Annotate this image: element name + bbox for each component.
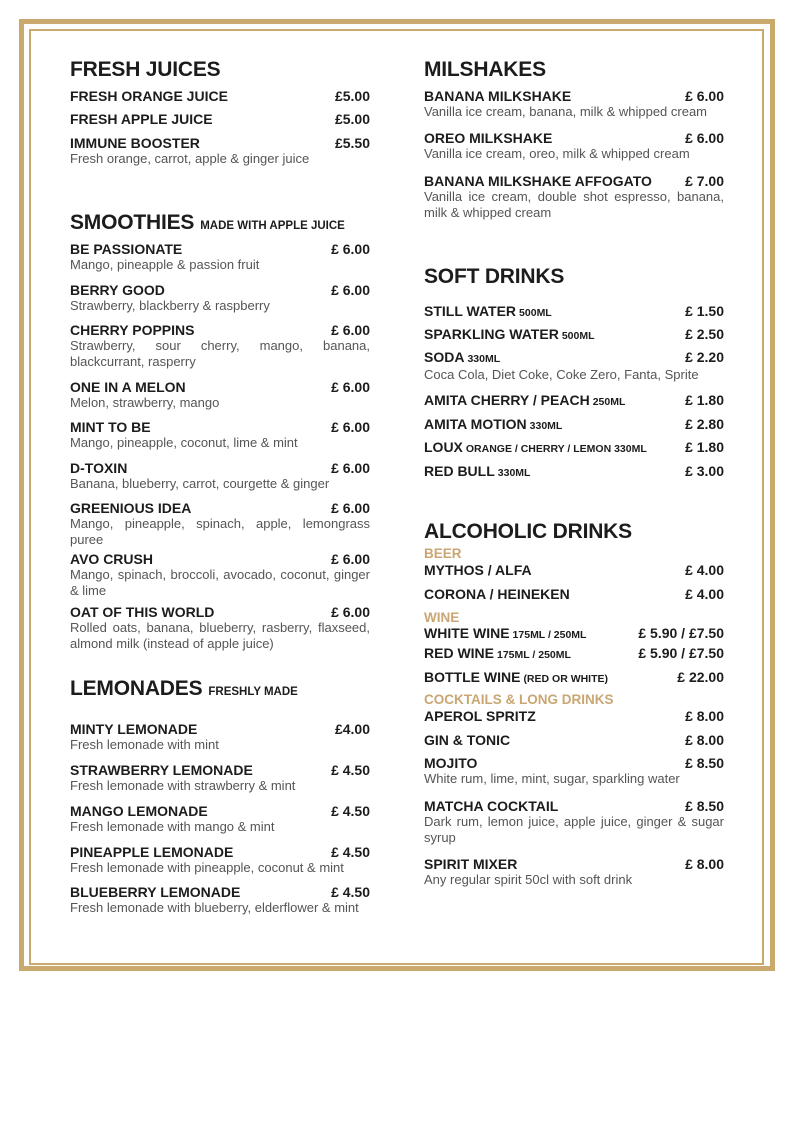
item-price: £5.00 (334, 88, 370, 104)
item-price: £ 5.90 / £7.50 (638, 625, 724, 641)
section-subtitle: MADE WITH APPLE JUICE (200, 220, 345, 232)
item-row (70, 419, 370, 435)
item-name: OREO MILKSHAKE (424, 130, 553, 146)
item-price: £ 6.00 (331, 551, 370, 567)
item-name-wrap (424, 586, 570, 602)
item-name-wrap (70, 604, 214, 620)
item-row (424, 416, 724, 434)
item-description: White rum, lime, mint, sugar, sparkling water (424, 771, 680, 786)
item-price: £ 1.80 (685, 439, 724, 455)
item-name-wrap (424, 416, 562, 434)
menu-item (424, 732, 724, 748)
item-name: WHITE WINE (424, 625, 510, 641)
item-description: Banana, blueberry, carrot, courgette & ginger (70, 476, 330, 491)
item-name-wrap (424, 439, 647, 457)
item-row (70, 379, 370, 395)
item-price: £ 2.80 (685, 416, 724, 432)
item-name-wrap (424, 326, 595, 344)
item-row (424, 326, 724, 344)
item-price: £ 7.00 (685, 173, 724, 189)
item-row (424, 463, 724, 481)
section-title: SOFT DRINKS (424, 265, 565, 288)
item-name: STRAWBERRY LEMONADE (70, 762, 253, 778)
item-name: AMITA CHERRY / PEACH (424, 392, 590, 408)
item-name: IMMUNE BOOSTER (70, 135, 200, 151)
menu-item (70, 500, 370, 548)
item-price: £ 3.00 (685, 463, 724, 479)
menu-item (70, 379, 370, 411)
menu-item (424, 392, 724, 410)
section-title: MILSHAKES (424, 58, 546, 81)
item-name-wrap (424, 562, 532, 578)
item-size: (RED OR WHITE) (523, 673, 609, 685)
group-label: BEER (424, 546, 462, 561)
section-heading (424, 520, 632, 544)
item-name-wrap (424, 732, 510, 748)
item-price: £ 4.00 (685, 562, 724, 578)
menu-item (424, 463, 724, 481)
menu-item (424, 88, 724, 120)
item-row (424, 130, 724, 146)
menu-item (424, 625, 724, 643)
item-description: Mango, pineapple, coconut, lime & mint (70, 435, 298, 450)
item-name: ONE IN A MELON (70, 379, 186, 395)
menu-item (70, 241, 370, 273)
section-title: LEMONADES (70, 677, 203, 700)
item-name: STILL WATER (424, 303, 517, 319)
item-name: SPIRIT MIXER (424, 856, 518, 872)
menu-item (70, 721, 370, 753)
item-row (424, 732, 724, 748)
menu-item (70, 762, 370, 794)
menu-item (424, 326, 724, 344)
item-row (424, 303, 724, 321)
item-name: BLUEBERRY LEMONADE (70, 884, 241, 900)
item-name: PINEAPPLE LEMONADE (70, 844, 234, 860)
item-row (70, 803, 370, 819)
item-description: Fresh lemonade with pineapple, coconut & mint (70, 860, 344, 875)
item-name-wrap (70, 419, 151, 435)
item-name-wrap (70, 721, 197, 737)
group-label: COCKTAILS & LONG DRINKS (424, 692, 614, 707)
item-price: £ 6.00 (331, 282, 370, 298)
item-row (70, 762, 370, 778)
item-description: Rolled oats, banana, blueberry, rasberry, flaxseed, almond milk (instead of apple juice) (70, 620, 370, 651)
menu-item (70, 322, 370, 370)
item-name: FRESH APPLE JUICE (70, 111, 213, 127)
item-price: £ 8.00 (685, 856, 724, 872)
item-description: Coca Cola, Diet Coke, Coke Zero, Fanta, Sprite (424, 367, 699, 382)
menu-item (70, 88, 370, 104)
menu-item (70, 460, 370, 492)
item-name: RED WINE (424, 645, 494, 661)
item-name: BE PASSIONATE (70, 241, 183, 257)
item-description: Mango, pineapple, spinach, apple, lemongrass puree (70, 516, 370, 547)
menu-item (424, 303, 724, 321)
item-row (70, 721, 370, 737)
item-description: Vanilla ice cream, double shot espresso, banana, milk & whipped cream (424, 189, 724, 220)
item-name: AVO CRUSH (70, 551, 153, 567)
item-description: Vanilla ice cream, banana, milk & whipped cream (424, 104, 708, 119)
item-price: £ 6.00 (331, 604, 370, 620)
menu-item (424, 349, 724, 383)
item-row (70, 135, 370, 151)
item-row (424, 798, 724, 814)
item-name-wrap (424, 856, 517, 872)
item-price: £ 6.00 (331, 322, 370, 338)
item-name: MATCHA COCKTAIL (424, 798, 559, 814)
item-name: GIN & TONIC (424, 732, 511, 748)
item-description: Fresh lemonade with blueberry, elderflower & mint (70, 900, 359, 915)
section-heading (424, 265, 564, 289)
item-name-wrap (70, 241, 182, 257)
item-row (424, 856, 724, 872)
item-name-wrap (424, 755, 477, 771)
item-row (70, 88, 370, 104)
item-name-wrap (70, 135, 200, 151)
item-price: £ 4.50 (331, 762, 370, 778)
item-row (424, 645, 724, 663)
item-row (70, 282, 370, 298)
item-price: £ 6.00 (331, 500, 370, 516)
item-description: Vanilla ice cream, oreo, milk & whipped cream (424, 146, 690, 161)
item-row (70, 884, 370, 900)
item-row (70, 241, 370, 257)
item-price: £ 8.50 (685, 798, 724, 814)
item-description: Fresh lemonade with mint (70, 737, 219, 752)
item-description: Melon, strawberry, mango (70, 395, 220, 410)
menu-item (70, 803, 370, 835)
item-row (70, 322, 370, 338)
item-name-wrap (70, 88, 228, 104)
item-row (424, 708, 724, 724)
section-heading (70, 58, 220, 82)
section-title: SMOOTHIES (70, 211, 195, 234)
item-name: CHERRY POPPINS (70, 322, 195, 338)
item-size: 500ML (519, 307, 552, 319)
item-name: APEROL SPRITZ (424, 708, 536, 724)
item-row (70, 604, 370, 620)
menu-item (424, 562, 724, 578)
item-name: AMITA MOTION (424, 416, 527, 432)
item-size: 330ML (467, 353, 501, 365)
item-name: MINT TO BE (70, 419, 151, 435)
section-heading (424, 58, 546, 82)
section-heading (70, 211, 345, 238)
item-name-wrap (70, 762, 253, 778)
item-name-wrap (424, 392, 625, 410)
item-price: £ 22.00 (677, 669, 724, 685)
item-price: £ 6.00 (685, 88, 724, 104)
item-name: MANGO LEMONADE (70, 803, 208, 819)
menu-item (424, 439, 724, 457)
item-row (424, 349, 724, 367)
item-price: £ 8.50 (685, 755, 724, 771)
item-description: Fresh orange, carrot, apple & ginger juice (70, 151, 310, 166)
item-size: 330ML (497, 467, 531, 479)
item-row (424, 439, 724, 457)
item-row (424, 586, 724, 602)
item-name-wrap (424, 173, 652, 189)
item-description: Any regular spirit 50cl with soft drink (424, 872, 633, 887)
item-price: £ 6.00 (685, 130, 724, 146)
item-name: BANANA MILKSHAKE AFFOGATO (424, 173, 652, 189)
item-name-wrap (70, 460, 127, 476)
item-row (424, 669, 724, 687)
item-price: £ 6.00 (331, 419, 370, 435)
item-row (424, 173, 724, 189)
menu-item (70, 282, 370, 314)
item-name: SPARKLING WATER (424, 326, 559, 342)
group-label: WINE (424, 610, 460, 625)
item-name: OAT OF THIS WORLD (70, 604, 215, 620)
menu-item (424, 416, 724, 434)
item-name: BANANA MILKSHAKE (424, 88, 572, 104)
menu-item (424, 856, 724, 888)
item-name-wrap (70, 803, 208, 819)
item-size: 500ML (561, 330, 595, 342)
item-row (424, 392, 724, 410)
item-price: £5.00 (334, 111, 370, 127)
menu-item (424, 708, 724, 724)
item-name-wrap (424, 798, 558, 814)
item-price: £ 6.00 (331, 379, 370, 395)
item-name-wrap (424, 625, 586, 643)
item-name-wrap (424, 669, 608, 687)
item-size: 175ML / 250ML (512, 629, 587, 641)
item-price: £4.00 (334, 721, 370, 737)
item-description: Mango, pineapple & passion fruit (70, 257, 260, 272)
item-name-wrap (70, 884, 240, 900)
item-row (424, 88, 724, 104)
item-size: ORANGE / CHERRY / LEMON 330ML (465, 443, 647, 455)
item-price: £ 6.00 (331, 460, 370, 476)
item-price: £ 5.90 / £7.50 (638, 645, 724, 661)
menu-item (424, 755, 724, 787)
item-name: MOJITO (424, 755, 478, 771)
item-name-wrap (424, 130, 552, 146)
menu-item (424, 798, 724, 846)
item-name-wrap (424, 708, 536, 724)
menu-item (70, 844, 370, 876)
item-price: £ 4.00 (685, 586, 724, 602)
item-name-wrap (70, 551, 153, 567)
item-name: BERRY GOOD (70, 282, 165, 298)
item-description: Mango, spinach, broccoli, avocado, coconut, ginger & lime (70, 567, 370, 598)
item-name-wrap (70, 379, 186, 395)
item-price: £ 1.50 (685, 303, 724, 319)
item-price: £ 4.50 (331, 884, 370, 900)
item-price: £ 4.50 (331, 844, 370, 860)
item-size: 175ML / 250ML (497, 649, 571, 661)
menu-item (424, 173, 724, 221)
item-price: £ 8.00 (685, 732, 724, 748)
menu-item (424, 586, 724, 602)
item-row (70, 500, 370, 516)
section-subtitle: FRESHLY MADE (208, 686, 298, 698)
item-name-wrap (424, 88, 571, 104)
item-row (70, 844, 370, 860)
item-name: D-TOXIN (70, 460, 128, 476)
item-description: Strawberry, sour cherry, mango, banana, blackcurrant, rasperry (70, 338, 370, 369)
item-row (424, 755, 724, 771)
item-name-wrap (424, 349, 500, 367)
menu-item (70, 884, 370, 916)
menu-item (70, 135, 370, 167)
item-description: Strawberry, blackberry & raspberry (70, 298, 270, 313)
item-size: 250ML (592, 396, 626, 408)
section-title: FRESH JUICES (70, 58, 221, 81)
item-name: RED BULL (424, 463, 495, 479)
item-name-wrap (70, 111, 213, 127)
item-price: £ 8.00 (685, 708, 724, 724)
menu-item (70, 604, 370, 652)
item-row (424, 625, 724, 643)
item-row (70, 111, 370, 127)
item-price: £ 2.50 (685, 326, 724, 342)
item-row (424, 562, 724, 578)
menu-item (424, 645, 724, 663)
item-name: GREENIOUS IDEA (70, 500, 192, 516)
menu-item (70, 419, 370, 451)
item-price: £ 6.00 (331, 241, 370, 257)
item-size: 330ML (529, 420, 563, 432)
menu-item (424, 669, 724, 687)
item-name: CORONA / HEINEKEN (424, 586, 570, 602)
item-price: £ 2.20 (685, 349, 724, 365)
item-row (70, 460, 370, 476)
item-price: £ 4.50 (331, 803, 370, 819)
item-name: SODA (424, 349, 465, 365)
item-description: Fresh lemonade with strawberry & mint (70, 778, 296, 793)
section-title: ALCOHOLIC DRINKS (424, 520, 632, 543)
item-name-wrap (70, 844, 233, 860)
menu-item (70, 551, 370, 599)
item-name: MINTY LEMONADE (70, 721, 198, 737)
item-name: FRESH ORANGE JUICE (70, 88, 228, 104)
item-row (70, 551, 370, 567)
item-name-wrap (70, 322, 194, 338)
menu-item (424, 130, 724, 162)
item-description: Fresh lemonade with mango & mint (70, 819, 275, 834)
section-heading (70, 677, 298, 704)
item-name-wrap (70, 500, 191, 516)
item-price: £ 1.80 (685, 392, 724, 408)
item-name-wrap (424, 463, 530, 481)
item-price: £5.50 (334, 135, 370, 151)
item-name-wrap (70, 282, 165, 298)
item-name: MYTHOS / ALFA (424, 562, 532, 578)
item-name-wrap (424, 303, 552, 321)
item-description: Dark rum, lemon juice, apple juice, ginger & sugar syrup (424, 814, 724, 845)
menu-item (70, 111, 370, 127)
item-name: BOTTLE WINE (424, 669, 521, 685)
item-name: LOUX (424, 439, 463, 455)
item-name-wrap (424, 645, 571, 663)
